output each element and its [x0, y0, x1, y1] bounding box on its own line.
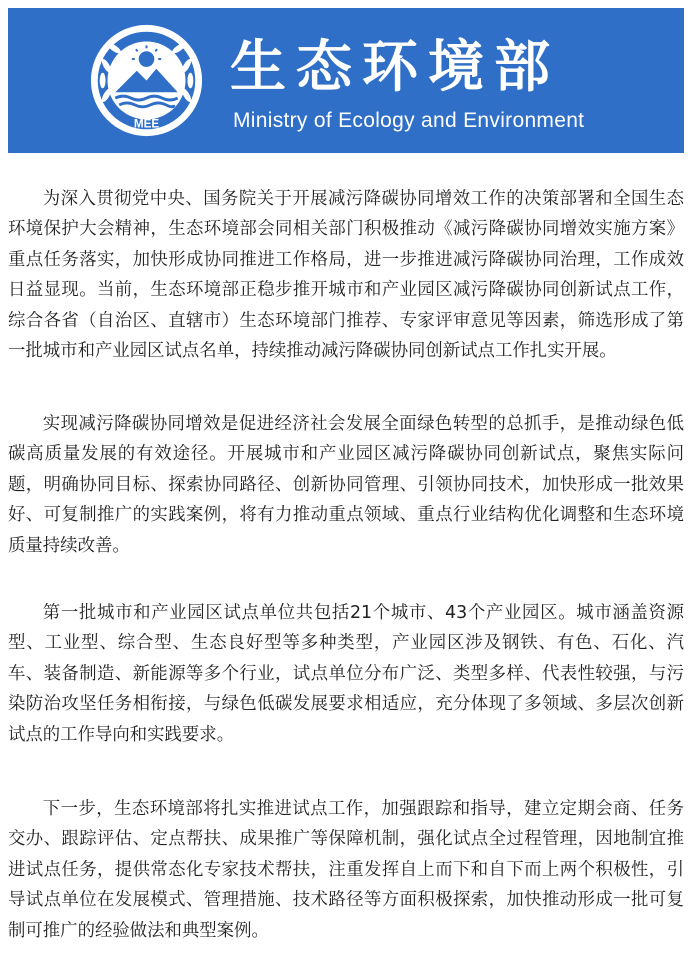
paragraph-1: 为深入贯彻党中央、国务院关于开展减污降碳协同增效工作的决策部署和全国生态环境保护大会精神，生态环境部会同相关部门积极推动《减污降碳协同增效实施方案》重点任务落实，加快形成协同推进工作格局，进一步推进减污降碳协同治理，工作成效日益显现。当前，生态环境部正稳步推开城市和产业园区减污降碳协同创新试点工作，综合各省（自治区、直辖市）生态环境部门推荐、专家评审意见等因素，筛选形成了第一批城市和产业园区试点名单，持续推动减污降碳协同创新试点工作扎实开展。 [8, 189, 684, 362]
mee-emblem-icon [88, 22, 205, 139]
logo-text: MEE [133, 117, 160, 131]
paragraph-3: 第一批城市和产业园区试点单位共包括21个城市、43个产业园区。城市涵盖资源型、工业型、综合型、生态良好型等多种类型，产业园区涉及钢铁、有色、石化、汽车、装备制造、新能源等多个行业，试点单位分布广泛、类型多样、代表性较强，与污染防治攻坚任务相衔接，与绿色低碳发展要求相适应，充分体现了多领域、多层次创新试点的工作导向和实践要求。 [8, 603, 684, 745]
paragraph-2: 实现减污降碳协同增效是促进经济社会发展全面绿色转型的总抓手，是推动绿色低碳高质量发展的有效途径。开展城市和产业园区减污降碳协同创新试点，聚焦实际问题，明确协同目标、探索协同路径、创新协同管理、引领协同技术，加快形成一批效果好、可复制推广的实践案例，将有力推动重点领域、重点行业结构优化调整和生态环境质量持续改善。 [8, 414, 684, 556]
ministry-title-en: Ministry of Ecology and Environment [233, 109, 585, 132]
paragraph-4: 下一步，生态环境部将扎实推进试点工作，加强跟踪和指导，建立定期会商、任务交办、跟踪评估、定点帮扶、成果推广等保障机制，强化试点全过程管理，因地制宜推进试点任务，提供常态化专家技术帮扶，注重发挥自上而下和自下而上两个积极性，引导试点单位在发展模式、管理措施、技术路径等方面积极探索，加快推动形成一批可复制可推广的经验做法和典型案例。 [8, 799, 684, 941]
ministry-title-cn: 生态环境部 [230, 35, 560, 100]
header-banner [8, 8, 684, 153]
